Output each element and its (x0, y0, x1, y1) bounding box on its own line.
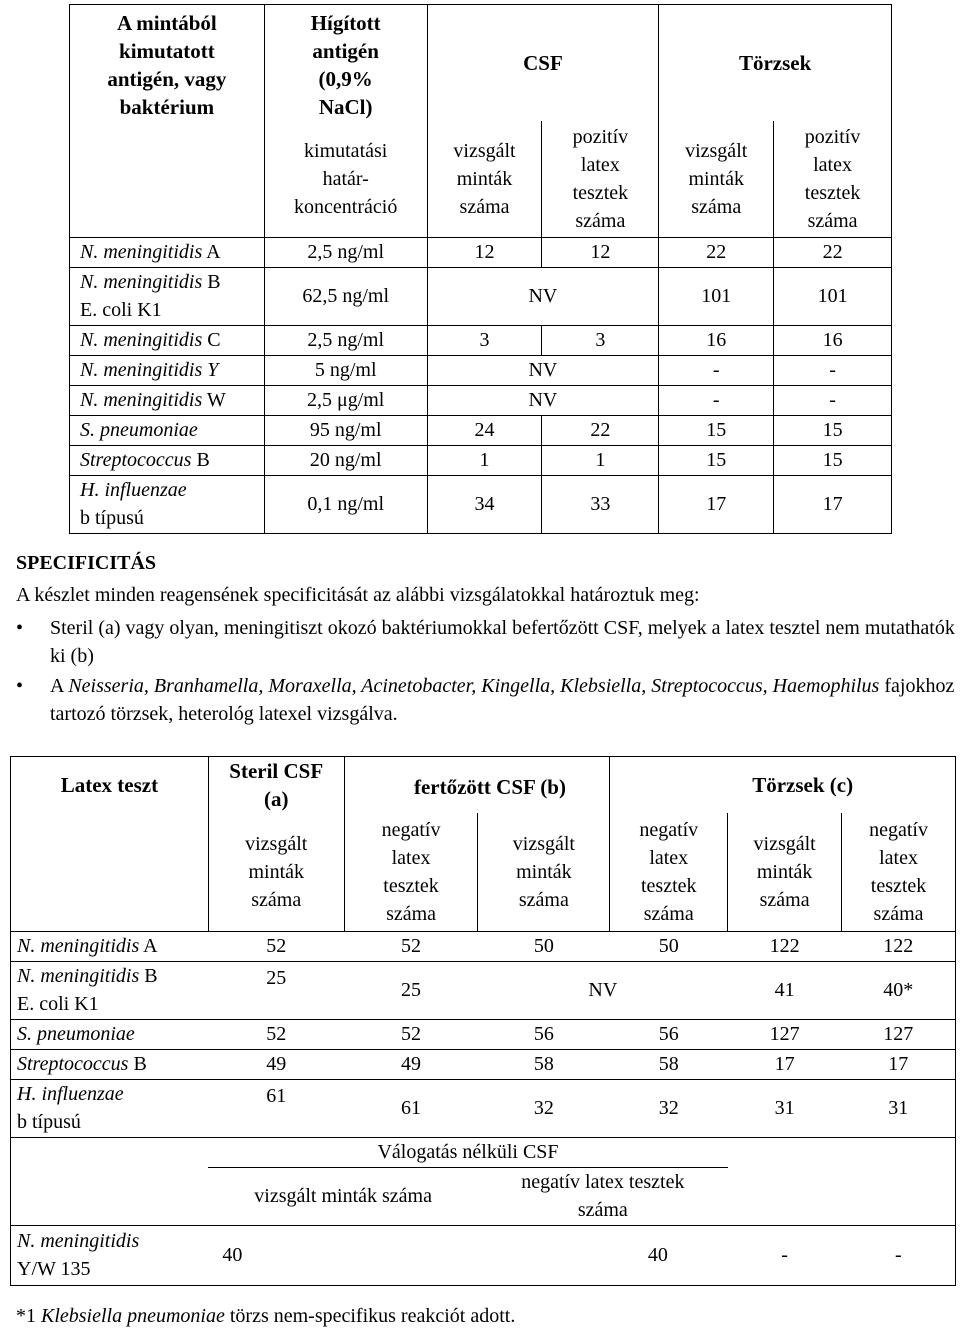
table-row (70, 445, 892, 475)
cell-strains-positive: - (774, 385, 892, 415)
cell-strains-tested: 15 (659, 415, 774, 445)
cell-csf-merged: NV (427, 355, 659, 385)
cell-strains-tested: 17 (659, 475, 774, 533)
table-row (11, 1049, 956, 1079)
cell-value: 40* (842, 961, 956, 1019)
cell-value: 17 (842, 1049, 956, 1079)
cell-value: 32 (610, 1079, 728, 1137)
cell-limit: 5 ng/ml (264, 355, 427, 385)
cell-value: - (728, 1225, 842, 1285)
header-csf: CSF (427, 5, 659, 122)
cell-value: 56 (478, 1019, 610, 1049)
row-label: N. meningitidis B E. coli K1 (70, 267, 265, 325)
cell-csf-positive: 22 (542, 415, 659, 445)
table-row (11, 1225, 956, 1285)
cell-value: 17 (728, 1049, 842, 1079)
cell-limit: 2,5 ng/ml (264, 237, 427, 267)
header-unselected-csf: Válogatás nélküli CSF (208, 1137, 727, 1167)
header-diluted-antigen: Hígított antigén (0,9% NaCl) (264, 5, 427, 122)
table-row (70, 475, 892, 533)
header-empty (11, 1137, 209, 1167)
cell-limit: 2,5 ng/ml (264, 325, 427, 355)
row-label: N. meningitidis Y/W 135 (11, 1225, 209, 1285)
header-unselected-negative: negatív latex tesztek száma (478, 1167, 728, 1225)
header-empty (842, 1137, 956, 1167)
header-csf-tested: vizsgált minták száma (427, 121, 542, 237)
cell-strains-positive: 16 (774, 325, 892, 355)
table-row (70, 325, 892, 355)
row-label: N. meningitidis W (70, 385, 265, 415)
row-label: N. meningitidis A (11, 931, 209, 961)
cell-strains-tested: 22 (659, 237, 774, 267)
cell-value: 40 (610, 1225, 728, 1285)
cell-value: 127 (842, 1019, 956, 1049)
cell-limit: 62,5 ng/ml (264, 267, 427, 325)
cell-limit: 2,5 μg/ml (264, 385, 427, 415)
cell-value: 52 (208, 1019, 344, 1049)
cell-value: 41 (728, 961, 842, 1019)
specificity-intro: A készlet minden reagensének specificitását az alábbi vizsgálatokkal határoztuk meg: (16, 584, 700, 606)
header-sterile-negative: negatív latex tesztek száma (344, 813, 478, 931)
row-label: N. meningitidis C (70, 325, 265, 355)
cell-csf-positive: 33 (542, 475, 659, 533)
table-row (70, 267, 892, 325)
cell-strains-tested: 101 (659, 267, 774, 325)
row-label: S. pneumoniae (70, 415, 265, 445)
cell-strains-tested: - (659, 355, 774, 385)
row-label: H. influenzae b típusú (70, 475, 265, 533)
cell-value: 49 (344, 1049, 478, 1079)
cell-value: 50 (478, 931, 610, 961)
cell-value: 58 (610, 1049, 728, 1079)
cell-strains-positive: 22 (774, 237, 892, 267)
header-unselected-tested: vizsgált minták száma (208, 1167, 478, 1225)
header-sterile-csf: Steril CSF (a) (208, 757, 344, 814)
specificity-table (10, 756, 956, 1286)
cell-strains-tested: 16 (659, 325, 774, 355)
bullet-icon: • (16, 617, 24, 639)
cell-csf-positive: 12 (542, 237, 659, 267)
cell-csf-merged: NV (427, 385, 659, 415)
table-row (11, 931, 956, 961)
header-infected-tested: vizsgált minták száma (478, 813, 610, 931)
row-label: N. meningitidis B E. coli K1 (11, 961, 209, 1019)
header-detect-limit: kimutatási határ- koncentráció (264, 121, 427, 237)
cell-value: 127 (728, 1019, 842, 1049)
cell-value: 40 (208, 1225, 344, 1285)
row-label: N. meningitidis A (70, 237, 265, 267)
header-strains: Törzsek (c) (610, 757, 956, 814)
header-empty (728, 1137, 842, 1167)
cell-value: 52 (344, 931, 478, 961)
table-row (11, 961, 956, 1019)
header-infected-negative: negatív latex tesztek száma (610, 813, 728, 931)
cell-strains-positive: - (774, 355, 892, 385)
cell-limit: 0,1 ng/ml (264, 475, 427, 533)
cell-value: 56 (610, 1019, 728, 1049)
section-title-specificity: SPECIFICITÁS (16, 552, 157, 574)
row-label: H. influenzae b típusú (11, 1079, 209, 1137)
cell-csf-tested: 34 (427, 475, 542, 533)
row-label: S. pneumoniae (11, 1019, 209, 1049)
row-label: Streptococcus B (70, 445, 265, 475)
header-strains-positive: pozitív latex tesztek száma (774, 121, 892, 237)
header-strains-tested: vizsgált minták száma (728, 813, 842, 931)
cell-strains-positive: 17 (774, 475, 892, 533)
cell-csf-tested: 3 (427, 325, 542, 355)
cell-value: 122 (842, 931, 956, 961)
table-row (70, 415, 892, 445)
cell-strains-positive: 101 (774, 267, 892, 325)
unselected-csf-header-row (11, 1137, 956, 1167)
cell-value: 61 (344, 1079, 478, 1137)
cell-csf-positive: 3 (542, 325, 659, 355)
cell-value: 32 (478, 1079, 610, 1137)
header-sterile-tested: vizsgált minták száma (208, 813, 344, 931)
cell-csf-tested: 24 (427, 415, 542, 445)
table-row (11, 1079, 956, 1137)
bullet-text: A Neisseria, Branhamella, Moraxella, Acinetobacter, Kingella, Klebsiella, Streptococcus, Haemophilus fajokhoz tartozó törzsek, heterológ latexel vizsgálva. (50, 675, 955, 725)
header-strains-negative: negatív latex tesztek száma (842, 813, 956, 931)
cell-limit: 95 ng/ml (264, 415, 427, 445)
cell-value: 50 (610, 931, 728, 961)
footnote: *1 Klebsiella pneumoniae törzs nem-specifikus reakciót adott. (16, 1305, 516, 1327)
cell-value: 52 (208, 931, 344, 961)
cell-strains-tested: - (659, 385, 774, 415)
row-label: Streptococcus B (11, 1049, 209, 1079)
cell-value: 25 (344, 961, 478, 1019)
bullet-text: Steril (a) vagy olyan, meningitiszt okozó baktériumokkal befertőzött CSF, melyek a latex tesztel nem mutathatók ki (b) (50, 617, 955, 667)
cell-strains-positive: 15 (774, 415, 892, 445)
header-antigen: A mintából kimutatott antigén, vagy baktérium (70, 5, 265, 238)
table-row (70, 355, 892, 385)
cell-strains-positive: 15 (774, 445, 892, 475)
cell-value: 52 (344, 1019, 478, 1049)
header-csf-positive: pozitív latex tesztek száma (542, 121, 659, 237)
table-row (11, 1019, 956, 1049)
cell-empty (344, 1225, 478, 1285)
cell-csf-merged: NV (427, 267, 659, 325)
cell-strains-tested: 15 (659, 445, 774, 475)
header-strains: Törzsek (659, 5, 892, 122)
cell-value: NV (478, 961, 728, 1019)
cell-value: 31 (842, 1079, 956, 1137)
unselected-csf-subheader-row (11, 1167, 956, 1225)
cell-csf-tested: 12 (427, 237, 542, 267)
cell-csf-positive: 1 (542, 445, 659, 475)
antigen-detection-table (69, 4, 892, 534)
cell-value: 25 (208, 961, 344, 1019)
cell-value: - (842, 1225, 956, 1285)
header-infected-csf: fertőzött CSF (b) (344, 757, 610, 814)
table-row (70, 237, 892, 267)
header-empty (11, 1167, 209, 1225)
header-latex-test: Latex teszt (11, 757, 209, 814)
header-strains-tested: vizsgált minták száma (659, 121, 774, 237)
cell-csf-tested: 1 (427, 445, 542, 475)
header-empty (842, 1167, 956, 1225)
header-empty (11, 813, 209, 931)
cell-empty (478, 1225, 610, 1285)
cell-value: 61 (208, 1079, 344, 1137)
cell-value: 58 (478, 1049, 610, 1079)
cell-value: 122 (728, 931, 842, 961)
header-empty (728, 1167, 842, 1225)
cell-value: 31 (728, 1079, 842, 1137)
table-row (70, 385, 892, 415)
row-label: N. meningitidis Y (70, 355, 265, 385)
bullet-icon: • (16, 675, 24, 697)
cell-value: 49 (208, 1049, 344, 1079)
cell-limit: 20 ng/ml (264, 445, 427, 475)
